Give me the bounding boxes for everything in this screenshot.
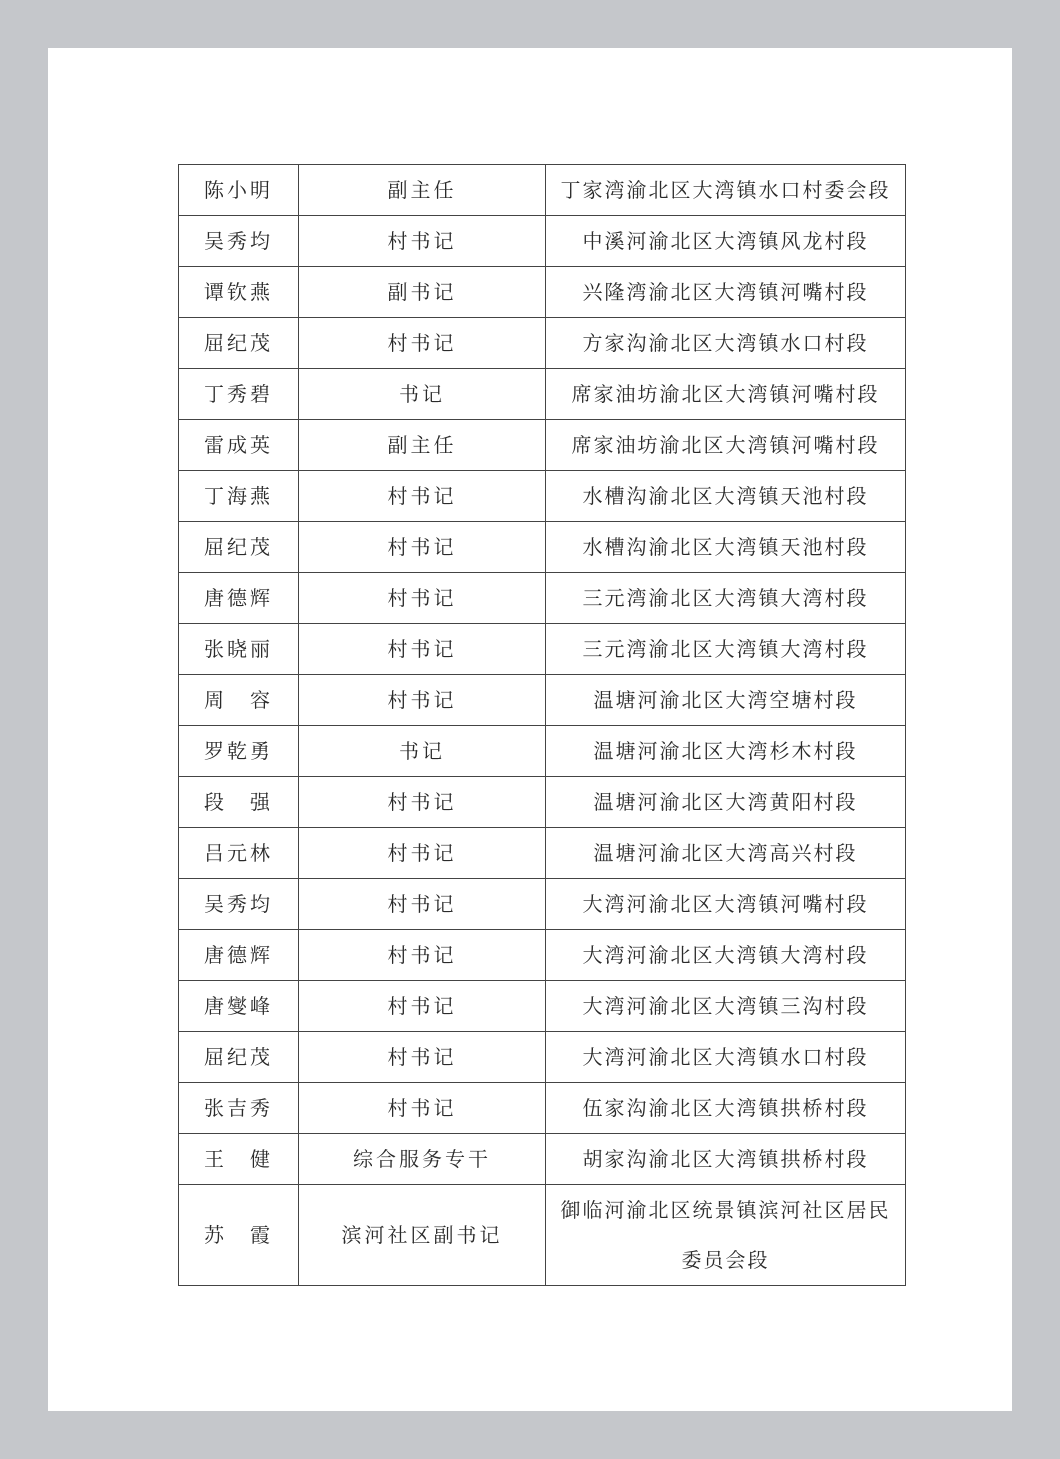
location-cell: 伍家沟渝北区大湾镇拱桥村段 (546, 1083, 906, 1134)
location-cell: 温塘河渝北区大湾杉木村段 (546, 726, 906, 777)
location-cell: 席家油坊渝北区大湾镇河嘴村段 (546, 420, 906, 471)
location-cell: 温塘河渝北区大湾黄阳村段 (546, 777, 906, 828)
role-cell: 村书记 (299, 879, 546, 930)
name-cell: 雷成英 (179, 420, 299, 471)
table-row (179, 471, 906, 522)
role-cell: 村书记 (299, 318, 546, 369)
name-cell: 唐德辉 (179, 930, 299, 981)
name-cell: 陈小明 (179, 165, 299, 216)
role-cell: 村书记 (299, 573, 546, 624)
table-row (179, 1083, 906, 1134)
role-cell: 村书记 (299, 981, 546, 1032)
location-cell: 三元湾渝北区大湾镇大湾村段 (546, 573, 906, 624)
table-row (179, 216, 906, 267)
role-cell: 书记 (299, 369, 546, 420)
role-cell: 村书记 (299, 1032, 546, 1083)
location-cell: 温塘河渝北区大湾高兴村段 (546, 828, 906, 879)
table-row (179, 369, 906, 420)
role-cell: 村书记 (299, 522, 546, 573)
table-row (179, 318, 906, 369)
role-cell: 副主任 (299, 165, 546, 216)
role-cell: 书记 (299, 726, 546, 777)
location-cell: 大湾河渝北区大湾镇大湾村段 (546, 930, 906, 981)
role-cell: 村书记 (299, 216, 546, 267)
table-row (179, 522, 906, 573)
location-cell: 兴隆湾渝北区大湾镇河嘴村段 (546, 267, 906, 318)
name-cell: 张晓丽 (179, 624, 299, 675)
name-cell: 吴秀均 (179, 879, 299, 930)
role-cell: 副书记 (299, 267, 546, 318)
location-cell: 水槽沟渝北区大湾镇天池村段 (546, 522, 906, 573)
location-cell: 温塘河渝北区大湾空塘村段 (546, 675, 906, 726)
name-cell: 屈纪茂 (179, 1032, 299, 1083)
role-cell: 村书记 (299, 624, 546, 675)
name-cell: 王 健 (179, 1134, 299, 1185)
name-cell: 唐燮峰 (179, 981, 299, 1032)
role-cell: 综合服务专干 (299, 1134, 546, 1185)
table-row (179, 1134, 906, 1185)
location-cell: 大湾河渝北区大湾镇三沟村段 (546, 981, 906, 1032)
role-cell: 村书记 (299, 471, 546, 522)
table-row (179, 165, 906, 216)
name-cell: 吕元林 (179, 828, 299, 879)
location-cell: 胡家沟渝北区大湾镇拱桥村段 (546, 1134, 906, 1185)
table-row (179, 777, 906, 828)
role-cell: 村书记 (299, 675, 546, 726)
name-cell: 屈纪茂 (179, 318, 299, 369)
role-cell: 村书记 (299, 828, 546, 879)
location-cell: 方家沟渝北区大湾镇水口村段 (546, 318, 906, 369)
river-chief-table (178, 164, 906, 1286)
name-cell: 丁秀碧 (179, 369, 299, 420)
name-cell: 张吉秀 (179, 1083, 299, 1134)
location-cell: 水槽沟渝北区大湾镇天池村段 (546, 471, 906, 522)
name-cell: 周 容 (179, 675, 299, 726)
name-cell: 罗乾勇 (179, 726, 299, 777)
name-cell: 吴秀均 (179, 216, 299, 267)
name-cell: 苏 霞 (179, 1185, 299, 1286)
table-row (179, 879, 906, 930)
name-cell: 唐德辉 (179, 573, 299, 624)
table-row (179, 675, 906, 726)
table-row (179, 726, 906, 777)
role-cell: 滨河社区副书记 (299, 1185, 546, 1286)
name-cell: 段 强 (179, 777, 299, 828)
name-cell: 谭钦燕 (179, 267, 299, 318)
location-cell: 中溪河渝北区大湾镇风龙村段 (546, 216, 906, 267)
table-row (179, 624, 906, 675)
table-row (179, 1032, 906, 1083)
table-row (179, 930, 906, 981)
location-cell: 大湾河渝北区大湾镇河嘴村段 (546, 879, 906, 930)
name-cell: 丁海燕 (179, 471, 299, 522)
location-cell: 三元湾渝北区大湾镇大湾村段 (546, 624, 906, 675)
document-page (48, 48, 1012, 1411)
location-cell: 御临河渝北区统景镇滨河社区居民委员会段 (546, 1185, 906, 1286)
role-cell: 副主任 (299, 420, 546, 471)
location-cell: 丁家湾渝北区大湾镇水口村委会段 (546, 165, 906, 216)
table-row (179, 1185, 906, 1286)
name-cell: 屈纪茂 (179, 522, 299, 573)
location-cell: 大湾河渝北区大湾镇水口村段 (546, 1032, 906, 1083)
table-row (179, 267, 906, 318)
role-cell: 村书记 (299, 930, 546, 981)
table-row (179, 420, 906, 471)
location-cell: 席家油坊渝北区大湾镇河嘴村段 (546, 369, 906, 420)
role-cell: 村书记 (299, 777, 546, 828)
table-row (179, 981, 906, 1032)
role-cell: 村书记 (299, 1083, 546, 1134)
table-row (179, 828, 906, 879)
table-row (179, 573, 906, 624)
